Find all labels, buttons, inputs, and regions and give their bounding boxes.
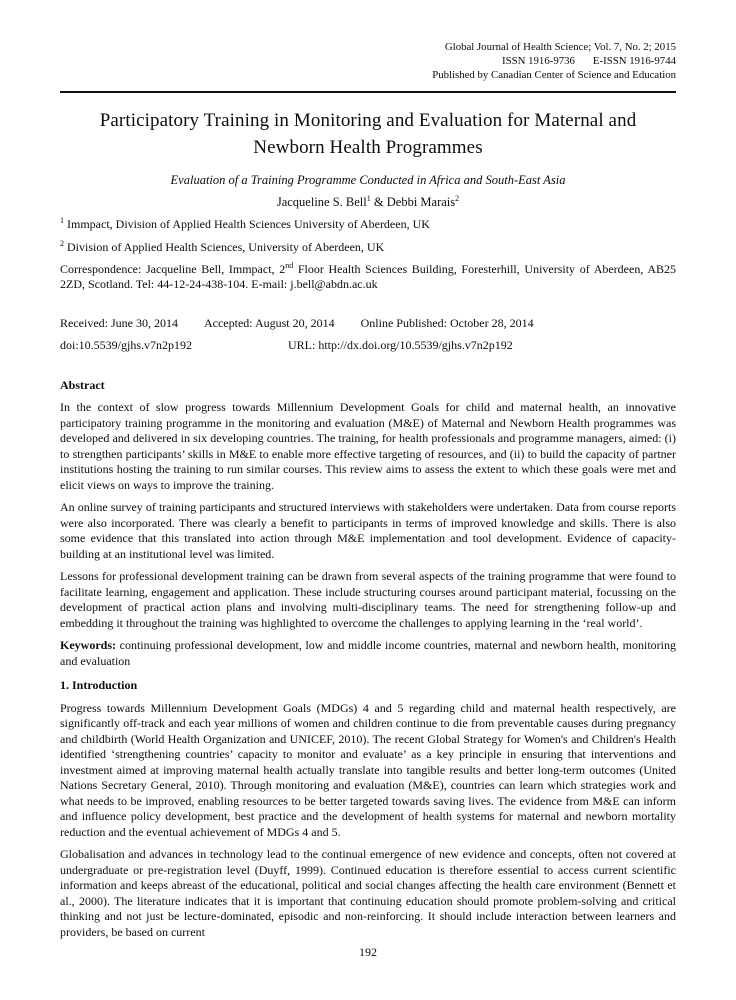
received-date: Received: June 30, 2014 (60, 315, 178, 330)
journal-volume-line: Global Journal of Health Science; Vol. 7, No. 2; 2015 (444, 41, 676, 53)
abstract-heading: Abstract (60, 377, 105, 392)
introduction-paragraph-2: Globalisation and advances in technology lead to the continual emergence of new evidence and concepts, often not covered at undergraduate or pre-registration level (Duyff, 1999). Continued education is therefore essential to access current scientific information and keeps abreast of the educational, political and social changes affecting the health care environment (Bennett et al., 2000). The literature indicates that it is important that continuing education should promote problem-solving and critical thinking and not just be lecture-dominated, episodic and non-reinforcing. It should include interaction between learners and providers, be based on current (60, 847, 676, 939)
affiliation-2-text: Division of Applied Health Sciences, University of Aberdeen, UK (64, 240, 385, 255)
introduction-heading: 1. Introduction (60, 678, 138, 693)
issn-line (60, 54, 676, 68)
article-title: Participatory Training in Monitoring and Evaluation for Maternal and Newborn Health Programmes (99, 109, 637, 159)
correspondence (60, 262, 676, 293)
abstract-paragraph-2: An online survey of training participants and structured interviews with stakeholders were undertaken. Data from course reports were also incorporated. There was clearly a benefit to participants in terms of improved knowledge and skills. There is also some evidence that this translated into action through M&E implementation and tool development. Evidence of capacity-building at an institutional level was limited. (60, 500, 676, 561)
author-1-affiliation-mark: 1 (366, 193, 371, 203)
page-number: 192 (359, 945, 377, 959)
affiliation-1 (60, 217, 676, 233)
accepted-date: Accepted: August 20, 2014 (203, 315, 335, 330)
article-subtitle: Evaluation of a Training Programme Conducted in Africa and South-East Asia (170, 172, 566, 187)
article-url: URL: http://dx.doi.org/10.5539/gjhs.v7n2p192 (288, 337, 513, 352)
abstract-paragraph-3: Lessons for professional development training can be drawn from several aspects of the training programme that were found to facilitate learning, engagement and application. These include structuring courses around participant material, focussing on the development of practical action plans and involving multi-disciplinary teams. The need for strengthening follow-up and embedding it throughout the training was highlighted to overcome the challenges to applying learning in the ‘real world’. (60, 569, 676, 630)
author-2: Debbi Marais (386, 194, 456, 209)
introduction-paragraph-1: Progress towards Millennium Development Goals (MDGs) 4 and 5 regarding child and maternal health respectively, are significantly off-track and each year millions of women and children continue to die from preventable causes during pregnancy and childbirth (World Health Organization and UNICEF, 2010). The recent Global Strategy for Women's and Children's Health identified ‘strengthening countries’ capacity to monitor and evaluate’ as a key principle in ensuring that interventions and investment aimed at improving maternal health actually translate into tangible results and better long-term outcomes (United Nations Secretary General, 2010). Through monitoring and evaluation (M&E), countries can learn which strategies work and what needs to be improved, enabling resources to be better targeted towards saving lives. The evidence from M&E can inform and influence policy development, best practice and the development of health systems for maternal and newborn mortality reduction and the eventual achievement of MDGs 4 and 5. (60, 700, 676, 839)
keywords-text: continuing professional development, low and middle income countries, maternal and newborn health, monitoring and evaluation (60, 638, 676, 668)
affiliation-1-text: Immpact, Division of Applied Health Sciences University of Aberdeen, UK (64, 217, 430, 232)
correspondence-text-2: Floor Health Sciences Building, Foresterhill, University of Aberdeen, AB25 2ZD, Scotland. Tel: 44-12-24-438-104. E-mail: j.bell@abdn.ac.uk (60, 261, 676, 292)
doi-row (60, 338, 676, 353)
ordinal-superscript: nd (285, 260, 294, 270)
issn: ISSN 1916-9736 (502, 55, 575, 68)
author-1: Jacqueline S. Bell (276, 194, 367, 209)
affiliation-1-mark: 1 (60, 216, 64, 226)
journal-header (60, 40, 676, 93)
doi: doi:10.5539/gjhs.v7n2p192 (60, 337, 193, 352)
affiliation-2 (60, 240, 676, 256)
keywords (60, 638, 676, 669)
author-separator: & (370, 194, 387, 209)
online-published-date: Online Published: October 28, 2014 (360, 315, 534, 330)
dates-row (60, 316, 676, 331)
keywords-label: Keywords: (60, 638, 116, 653)
e-issn: E-ISSN 1916-9744 (592, 55, 676, 68)
author-line (60, 195, 676, 210)
correspondence-text-1: Correspondence: Jacqueline Bell, Immpact, 2 (60, 261, 286, 276)
publisher-line: Published by Canadian Center of Science and Education (432, 69, 676, 82)
abstract-paragraph-1: In the context of slow progress towards Millennium Development Goals for child and maternal health, an innovative participatory training programme in the monitoring and evaluation (M&E) of Maternal and Newborn Health programmes was developed and delivered in six developing countries. The training, for health professionals and programme managers, aimed: (i) to strengthen participants’ skills in M&E to enable more effective targeting of resources, and (ii) to build the capacity of partner institutions hosting the training to run similar courses. This review aims to assess the extent to which these goals were met and elicit views on ways to improve the training. (60, 400, 676, 492)
affiliation-2-mark: 2 (60, 239, 64, 249)
author-2-affiliation-mark: 2 (455, 193, 460, 203)
